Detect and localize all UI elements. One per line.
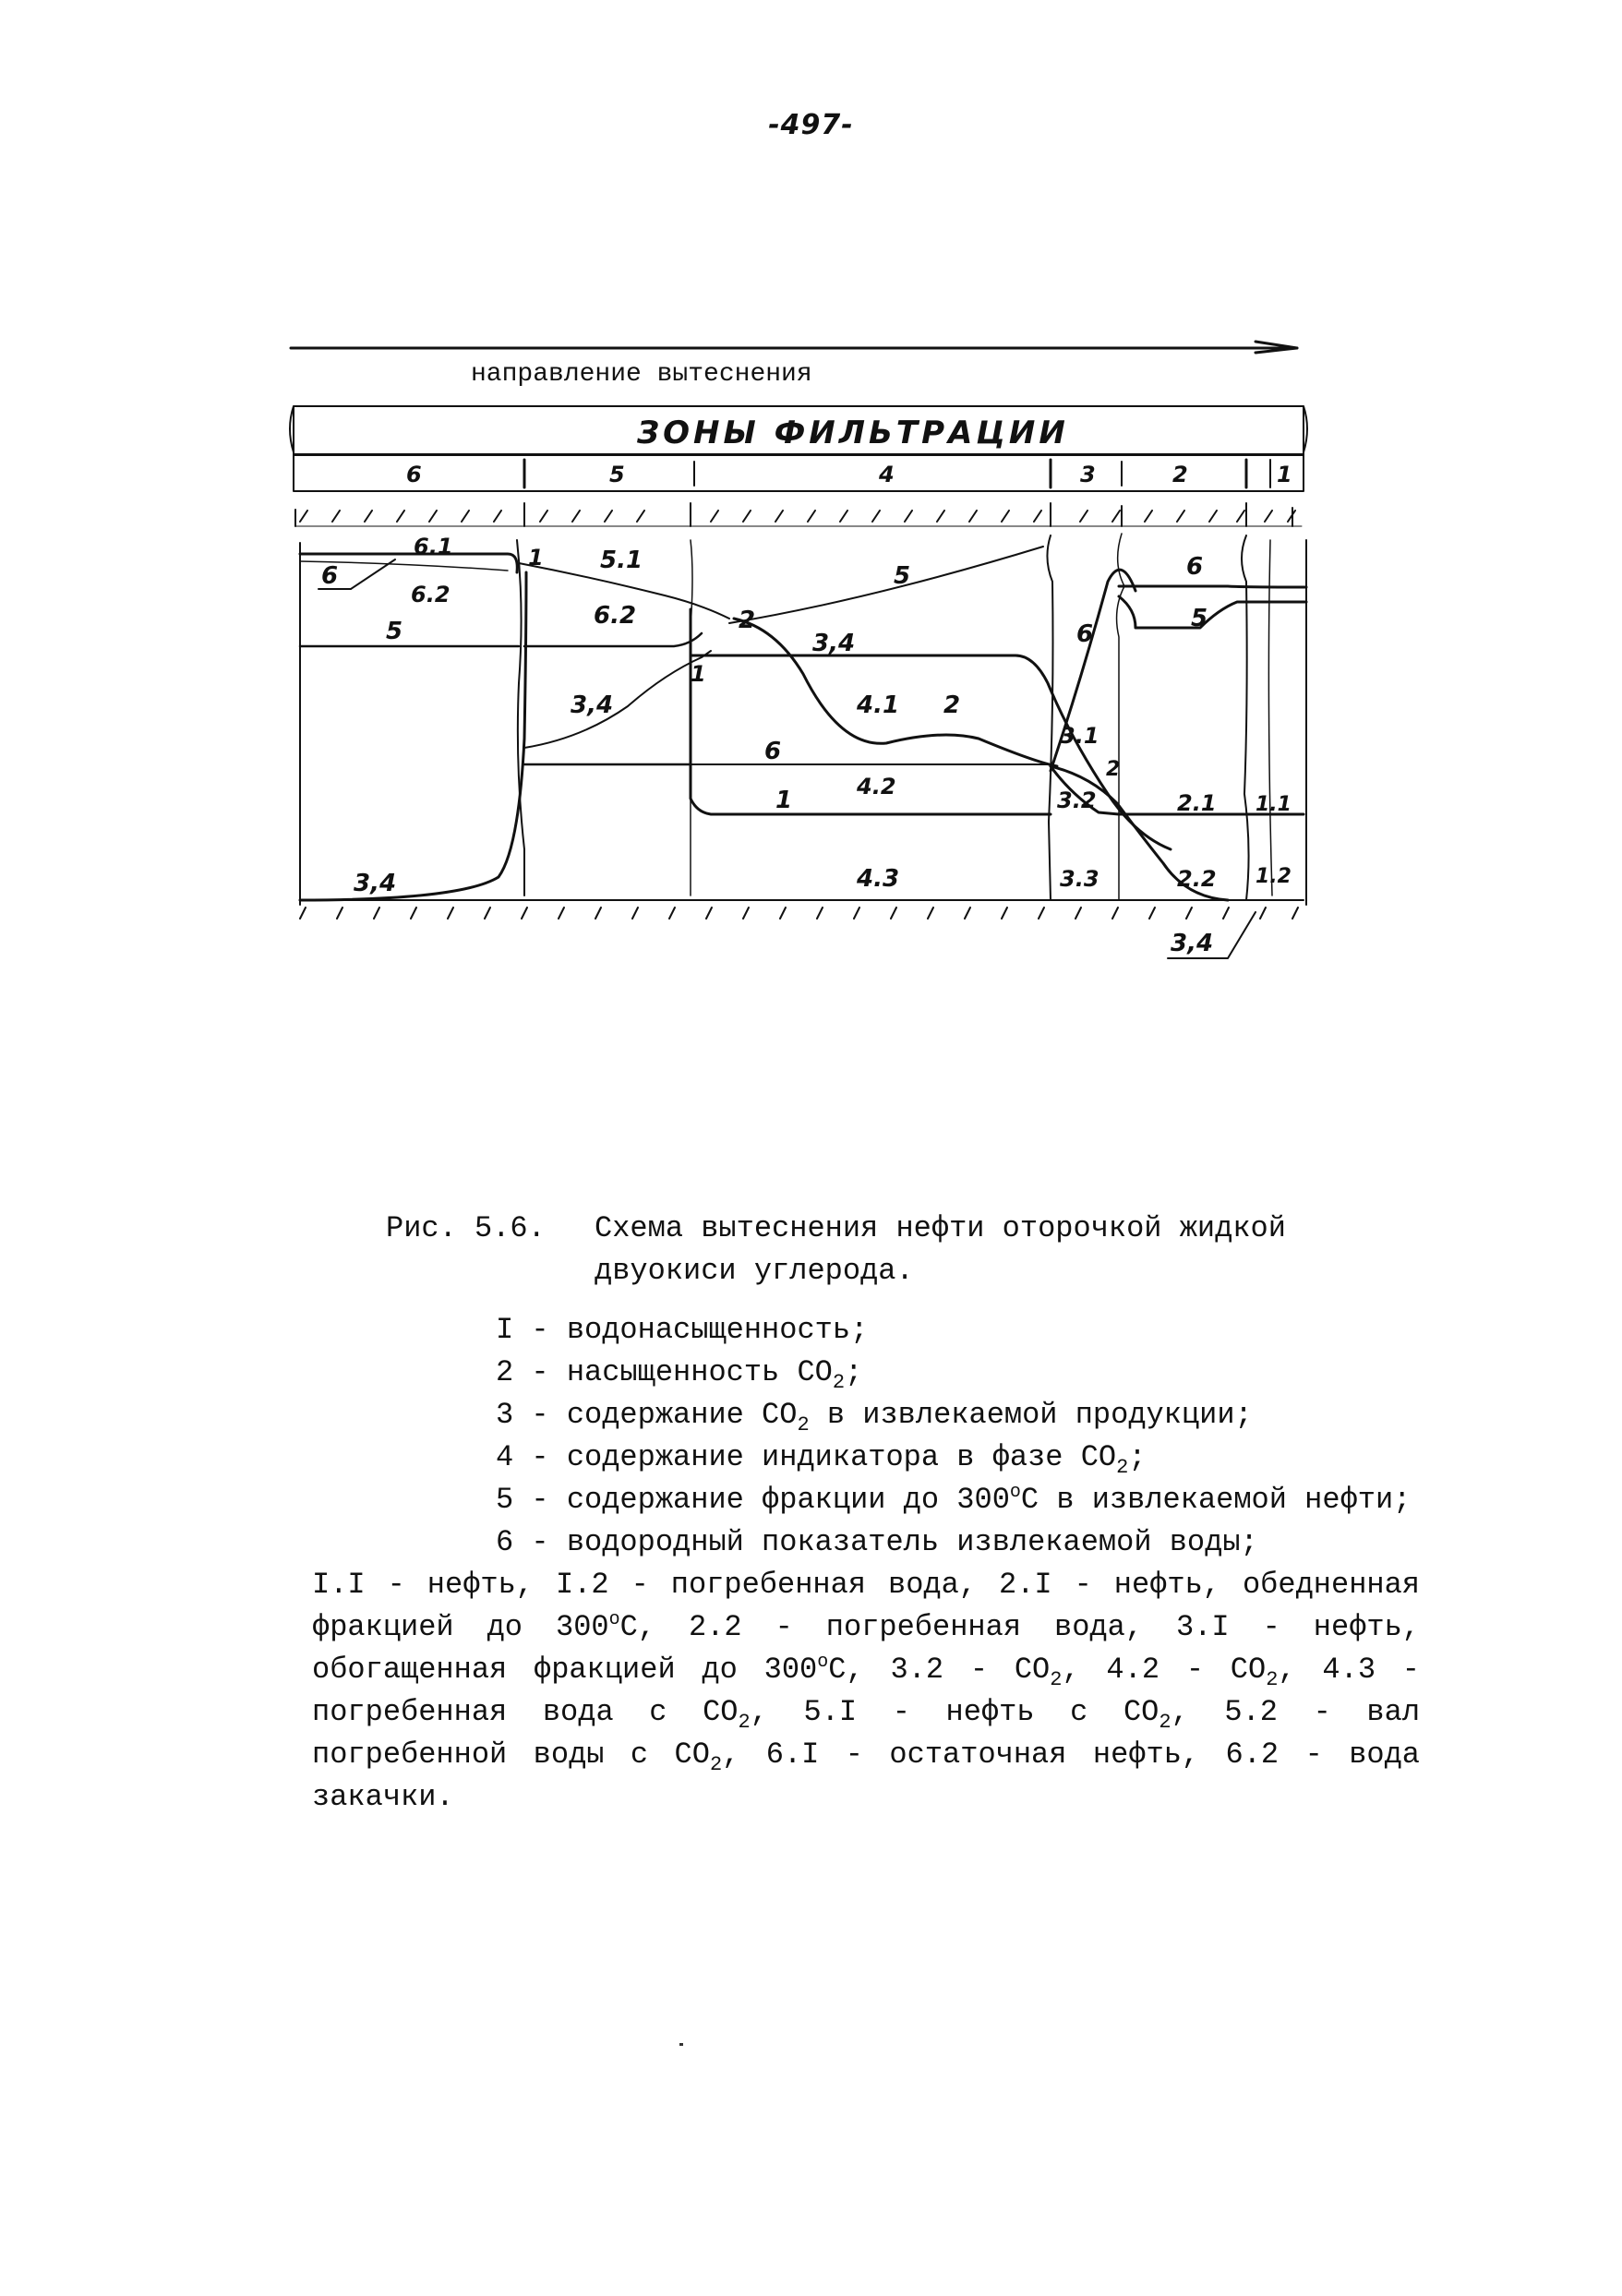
curve-label-z4-42: 4.2 xyxy=(857,774,896,799)
zone-2-label: 2 xyxy=(1172,462,1188,487)
zone-4-label: 4 xyxy=(879,462,895,487)
curve-label-z1-11: 1.1 xyxy=(1256,793,1292,816)
curve-label-z2-6: 6 xyxy=(1186,553,1204,581)
curve-label-z4-1: 1 xyxy=(691,661,706,687)
curve-label-z4-34: 3,4 xyxy=(812,630,856,657)
direction-label: направление вытеснения xyxy=(471,360,812,389)
legend-item: 2 - насыщенность $CO_2$; xyxy=(496,1355,863,1394)
curve-5-zone5b xyxy=(524,633,702,646)
curve-label-z3-32: 3.2 xyxy=(1057,787,1097,813)
curve-5-zone4 xyxy=(729,547,1043,623)
boundary-5-6 xyxy=(517,540,524,896)
curve-label-z2-5: 5 xyxy=(1191,605,1208,632)
curve-label-z6-34: 3,4 xyxy=(354,870,397,897)
legend-item: 4 - содержание индикатора в фазе $CO_2$; xyxy=(496,1440,1147,1479)
curve-label-z3-33: 3.3 xyxy=(1060,866,1099,892)
curve-label-z5-1: 1 xyxy=(528,545,544,571)
curve-label-z2-22: 2.2 xyxy=(1177,866,1217,892)
curve-label-z5-34: 3,4 xyxy=(571,691,614,719)
curve-label-z5-51: 5.1 xyxy=(600,547,643,574)
displacement-scheme-diagram xyxy=(277,332,1348,979)
caption-label: Рис. 5.6. xyxy=(386,1211,546,1245)
curve-label-z6-6: 6 xyxy=(321,562,339,590)
legend-item: I - водонасыщенность; xyxy=(496,1313,869,1347)
top-hatching xyxy=(295,503,1295,526)
curve-label-z3-6: 6 xyxy=(1076,620,1094,648)
curve-34-zone6 xyxy=(300,572,526,900)
curve-label-z6-62: 6.2 xyxy=(411,582,451,607)
figure-legend xyxy=(496,1309,1511,1564)
curve-label-z4-2: 2 xyxy=(943,691,961,719)
zone-5-label: 5 xyxy=(609,462,625,487)
curve-label-z4-43: 4.3 xyxy=(857,865,900,893)
curve-label-z4-5: 5 xyxy=(894,562,911,590)
legend-item: 5 - содержание фракции до 300$^o$C в извлекаемой нефти; xyxy=(496,1482,1412,1517)
curve-label-bottom-34: 3,4 xyxy=(1171,930,1214,957)
zone-number-row xyxy=(294,455,1304,491)
zones-title: ЗОНЫ ФИЛЬТРАЦИИ xyxy=(637,415,1069,451)
curve-label-z4-1b: 1 xyxy=(775,787,793,814)
curve-label-z2-21: 2.1 xyxy=(1177,790,1217,816)
curve-label-z3-31: 3.1 xyxy=(1060,723,1099,749)
curve-6-zone2 xyxy=(1119,586,1306,587)
bottom-hatching xyxy=(300,908,1298,919)
curve-34-zone4 xyxy=(691,655,1171,849)
boundary-2-3 xyxy=(1117,534,1124,900)
curve-label-z4-6: 6 xyxy=(764,738,782,765)
zone-3-label: 3 xyxy=(1080,462,1096,487)
legend-item: 6 - водородный показатель извлекаемой воды; xyxy=(496,1525,1258,1559)
zone-composition-notes: I.I - нефть, I.2 - погребенная вода, 2.I - нефть, обедненная фракцией до 300$^o$C, 2.2 - погребенная вода, 3.I - нефть, обогащенная фракцией до 300$^o$C, $3.2 - CO_2$, $4.2 - CO_2$, 4.3 - погребенная вода с $CO_2$, 5.I - нефть с $CO_2$, 5.2 - вал погребенной воды с $CO_2$, 6.I - остаточная нефть, 6.2 - вода закачки. xyxy=(312,1568,1421,1814)
boundary-1-2 xyxy=(1242,535,1249,900)
curve-label-z4-41: 4.1 xyxy=(857,691,900,719)
page-number: -497- xyxy=(768,109,854,141)
stray-mark xyxy=(679,2043,683,2046)
curve-label-z6-61: 6.1 xyxy=(414,534,453,559)
curve-5-zone2 xyxy=(1119,596,1306,628)
boundary-1-right xyxy=(1268,540,1272,896)
curve-label-z1-12: 1.2 xyxy=(1256,865,1292,888)
zone-6-label: 6 xyxy=(406,462,422,487)
curve-label-z6-5: 5 xyxy=(386,618,403,645)
caption-title: Схема вытеснения нефти оторочкой жидкой двуокиси углерода. xyxy=(595,1211,1286,1288)
boundary-3-4 xyxy=(1047,535,1052,900)
figure-caption xyxy=(386,1208,1448,1292)
curve-label-z3-2: 2 xyxy=(1106,758,1121,781)
curve-label-z5-2: 2 xyxy=(739,607,756,634)
zone-1-label: 1 xyxy=(1277,462,1292,487)
legend-item: 3 - содержание $CO_2$ в извлекаемой продукции; xyxy=(496,1398,1253,1437)
curve-34-zone5 xyxy=(524,651,711,748)
curve-label-z5-62: 6.2 xyxy=(594,602,637,630)
